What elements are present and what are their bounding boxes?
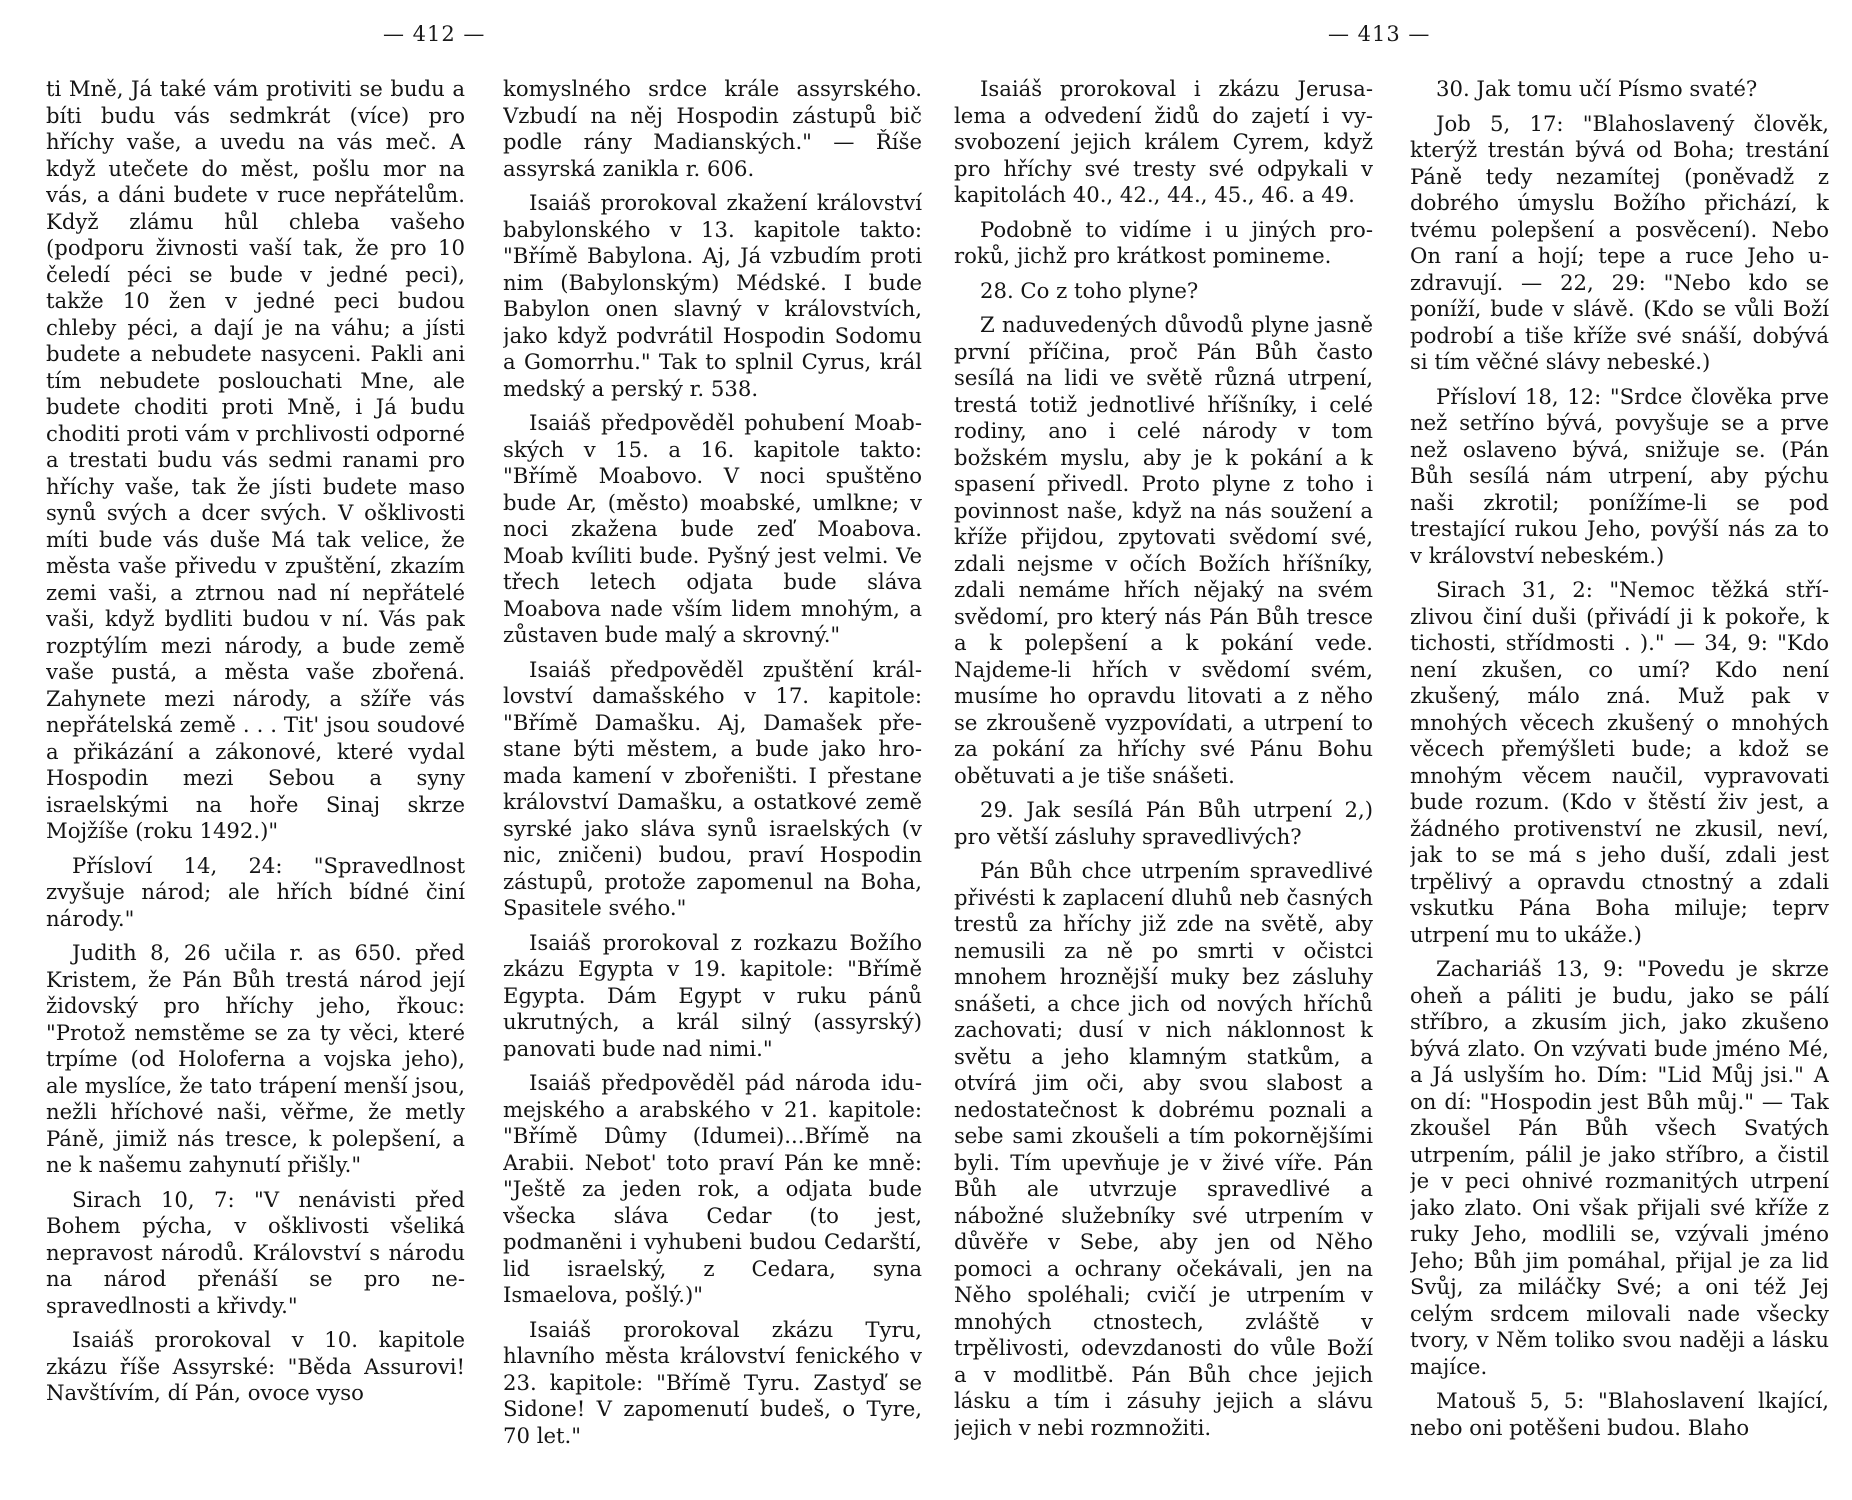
paragraph: Isaiáš prorokoval i zkázu Jerusalema a odvedení židů do zajetí i vysvobození jejich králem Cyrem, když pro hříchy své tresty své odpykali v kapitolách 40., 42., 44., 45., 46. a 49.: [954, 76, 1373, 207]
paragraph: Judith 8, 26 učila r. as 650. před Kristem, že Pán Bůh trestá národ její židovský pro hříchy jeho, řkouc: "Protož nemstěme se za ty věci, které trpíme (od Holoferna a vojska jeho), ale myslíce, že tato trápení menší jsou, nežli hříchové naši, věřme, že metly Páně, jimiž nás tresce, k polepšení, a ne k našemu zahynutí přišly.": [46, 940, 465, 1177]
paragraph: Job 5, 17: "Blahoslavený člověk, kterýž trestán bývá od Boha; trestání Páně tedy nezamítej (poněvadž z dobrého úmyslu Božího přichází, k tvému polepšení a posvěcení). Nebo On raní a hojí; tepe a ruce Jeho uzdravují. — 22, 29: "Nebo kdo se poníží, bude v slávě. (Kdo se vůli Boží podrobí a tiše kříže své snáší, dobývá si tím věčné slávy nebeské.): [1410, 110, 1829, 374]
page-number-left: — 412 —: [383, 22, 486, 46]
paragraph: Matouš 5, 5: "Blahoslavení lkající, nebo oni potěšeni budou. Blaho: [1410, 1388, 1829, 1440]
paragraph: Sirach 31, 2: "Nemoc těžká střízlivou činí duši (přivádí ji k pokoře, k tichosti, střídmosti . )." — 34, 9: "Kdo není zkušen, co umí? Kdo není zkušený, málo zná. Muž pak v mnohých věcech zkušený o mnohých věcech přemýšleti bude; a kdož se mnohým věcem naučil, vypravovati bude rozum. (Kdo v štěstí živ jest, a žádného protivenství ne zkusil, neví, jak to se má s jeho duší, zdali jest trpělivý a opravdu ctnostný a zdali vskutku Pána Boha miluje; teprv utrpení mu to ukáže.): [1410, 577, 1829, 947]
paragraph: komyslného srdce krále assyrského. Vzbudí na něj Hospodin zástupů bič podle rány Madianských." — Říše assyrská zanikla r. 606.: [503, 76, 922, 181]
paragraph: Zachariáš 13, 9: "Povedu je skrze oheň a páliti je budu, jako se pálí stříbro, a zkusím jich, jako zkušeno bývá zlato. On vzývati bude jméno Mé, a Já uslyším ho. Dím: "Lid Můj jsi." A on dí: "Hospodin jest Bůh můj." — Tak zkoušel Pán Bůh všech Svatých utrpením, pálil je jako stříbro, a čistil je v peci ohnivé rozmanitých utrpení jako zlato. Oni však přijali své kříže z ruky Jeho, modlili se, vzývali jméno Jeho; Bůh jim pomáhal, přijal je za lid Svůj, za miláčky Své; a oni též Jej celým srdcem milovali nade všecky tvory, v Něm toliko svou naději a lásku majíce.: [1410, 956, 1829, 1379]
paragraph: Podobně to vidíme i u jiných proroků, jichž pro krátkost pomineme.: [954, 216, 1373, 268]
text-column-4: [1410, 76, 1829, 1476]
paragraph: Isaiáš předpověděl pád národa idumejského a arabského v 21. kapitole: "Břímě Dûmy (Idumei)...Břímě na Arabii. Nebot' toto praví Pán ke mně: "Ještě za jeden rok, a odjata bude všecka sláva Cedar (to jest, podmaněni i vyhubeni budou Cedarští, lid israelský, z Cedara, syna Ismaelova, pošlý.)": [503, 1070, 922, 1307]
paragraph: Isaiáš předpověděl zpuštění krállovství damašského v 17. kapitole: "Břímě Damašku. Aj, Damašek přestane býti městem, a bude jako hromada kamení v zbořeništi. I přestane království Damašku, a ostatkové země syrské jako sláva synů israelských (v nic, zničeni) budou, praví Hospodin zástupů, protože zapomenul na Boha, Spasitele svého.": [503, 656, 922, 920]
paragraph: Isaiáš prorokoval zkázu Tyru, hlavního města království fenického v 23. kapitole: "Břímě Tyru. Zastyď se Sidone! V zapomenutí budeš, o Tyre, 70 let.": [503, 1316, 922, 1448]
section-question: 29. Jak sesílá Pán Bůh utrpení 2,) pro větší zásluhy spravedlivých?: [954, 797, 1373, 849]
section-question: 28. Co z toho plyne?: [980, 277, 1199, 303]
paragraph: Isaiáš předpověděl pohubení Moabských v 15. a 16. kapitole takto: "Břímě Moabovo. V noci spuštěno bude Ar, (město) moabské, umlkne; v noci zkažena bude zeď Moabova. Moab kvíliti bude. Pyšný jest velmi. Ve třech letech odjata bude sláva Moabova nade vším lidem mnohým, a zůstaven bude malý a skrovný.": [503, 410, 922, 647]
section-question: 30. Jak tomu učí Písmo svaté?: [1436, 76, 1758, 101]
paragraph: ti Mně, Já také vám protiviti se budu a bíti budu vás sedmkrát (více) pro hříchy vaše, a uvedu na vás meč. A když utečete do měst, pošlu mor na vás, a dáni budete v ruce nepřátelům. Když zlámu hůl chleba vašeho (podporu živnosti vaší tak, že pro 10 čeledí péci se bude v jedné peci), takže 10 žen v jedné peci budou chleby péci, a dají je na váhu; a jísti budete a nebudete nasyceni. Pakli ani tím nebudete poslouchati Mne, ale budete choditi proti Mně, i Já budu choditi proti vám v prchlivosti odporné a trestati budu vás sedmi ranami pro hříchy vaše, tak že jísti budete maso synů svých a dcer svých. V ošklivosti míti bude vás duše Má tak velice, že města vaše přivedu v zpuštění, zkazím zemi vaši, a ztrnou nad ní nepřátelé vaši, když bydliti budou v ní. Vás pak rozptýlím mezi národy, a bude země vaše pustá, a města vaše zbořená. Zahynete mezi národy, a sžíře vás nepřátelská země . . . Tit' jsou soudové a přikázání a zákonové, které vydal Hospodin mezi Sebou a syny israelskými na hoře Sinaj skrze Mojžíše (roku 1492.)": [46, 76, 465, 843]
page-number-right: — 413 —: [1328, 22, 1431, 46]
paragraph: Sirach 10, 7: "V nenávisti před Bohem pýcha, v ošklivosti všeliká nepravost národů. Království s národu na národ přenáší se pro nespravedlnosti a křivdy.": [46, 1186, 465, 1318]
paragraph: Isaiáš prorokoval z rozkazu Božího zkázu Egypta v 19. kapitole: "Břímě Egypta. Dám Egypt v ruku pánů ukrutných, a král silný (assyrský) panovati bude nad nimi.": [503, 929, 922, 1061]
paragraph: Isaiáš prorokoval v 10. kapitole zkázu říše Assyrské: "Běda Assurovi! Navštívím, dí Pán, ovoce vyso: [46, 1327, 465, 1405]
text-column-1: [46, 76, 465, 1476]
paragraph: Pán Bůh chce utrpením spravedlivé přivésti k zaplacení dluhů neb časných trestů za hříchy již zde na světě, aby nemusili za ně po smrti v očistci mnohem hroznější muky bez zásluhy snášeti, a chce jich od nových hříchů zachovati; dusí v nich náklonnost k světu a jeho klamným statkům, a otvírá jim oči, aby svou slabost a nedostatečnost k dobrému poznali a sebe sami zkoušeli a tím pokornějšími byli. Tím upevňuje je v živé víře. Pán Bůh ale utvrzuje spravedlivé a nábožné služebníky své utrpením v důvěře v Sebe, aby jen od Něho pomoci a ochrany očekávali, jen na Něho spoléhali; cvičí je utrpením v mnohých ctnostech, zvláště v trpělivosti, odevzdanosti do vůle Boží a v modlitbě. Pán Bůh chce jejich lásku a tím i zásuhy jejich a slávu jejich v nebi rozmnožiti.: [954, 858, 1373, 1440]
text-column-3: [954, 76, 1373, 1476]
text-column-2: [503, 76, 922, 1476]
paragraph: Přísloví 14, 24: "Spravedlnost zvyšuje národ; ale hřích bídné činí národy.": [46, 852, 465, 931]
paragraph: Isaiáš prorokoval zkažení království babylonského v 13. kapitole takto: "Břímě Babylona. Aj, Já vzbudím proti nim (Babylonským) Médské. I bude Babylon onen slavný v královstvích, jako když podvrátil Hospodin Sodomu a Gomorrhu." Tak to splnil Cyrus, král medský a perský r. 538.: [503, 190, 922, 401]
paragraph: Z naduvedených důvodů plyne jasně první příčina, proč Pán Bůh často sesílá na lidi ve světě různá utrpení, trestá totiž jednotlivé hříšníky, i celé rodiny, ano i celé národy v tom božském myslu, aby je k pokání a k spasení přivedl. Proto plyne z toho i povinnost naše, když na nás soužení a kříže přijdou, zpytovati svědomí své, zdali nejsme v očích Božích hříšníky, zdali nemáme hřích nějaký na svém svědomí, pro který nás Pán Bůh tresce a k polepšení a k pokání vede. Najdeme-li hřích v svědomí svém, musíme ho opravdu litovati a z něho se zkroušeně vyzpovídati, a utrpení to za pokání za hříchy své Pánu Bohu obětuvati a je tiše snášeti.: [954, 312, 1373, 788]
paragraph: Přísloví 18, 12: "Srdce člověka prve než setříno bývá, povyšuje se a prve než oslaveno bývá, snižuje se. (Pán Bůh sesílá nám utrpení, aby pýchu naši zkrotil; ponížíme-li se pod trestající rukou Jeho, povýší nás za to v království nebeském.): [1410, 383, 1829, 568]
